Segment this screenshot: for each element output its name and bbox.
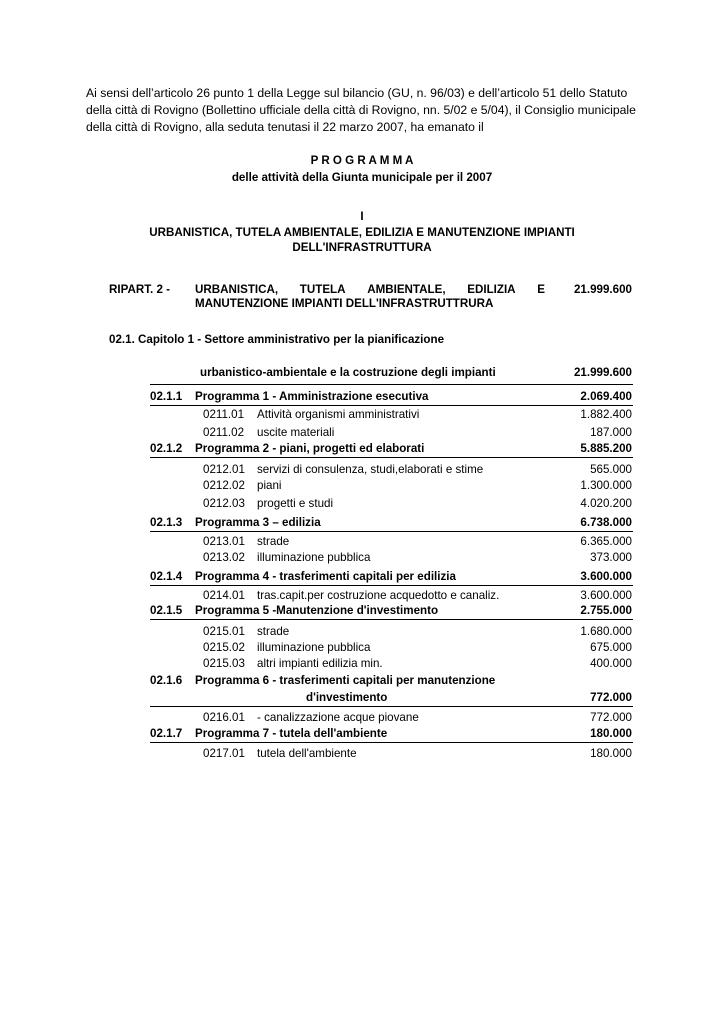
ripart-word: E (537, 283, 545, 296)
program-amount: 2.755.000 (580, 604, 632, 617)
item-code: 0215.01 (203, 625, 245, 638)
ripart-word: URBANISTICA, (195, 283, 279, 296)
item-label: tutela dell'ambiente (257, 747, 357, 760)
intro-line: della città di Rovigno, alla seduta tenutasi il 22 marzo 2007, ha emanato il (86, 120, 484, 134)
program-title: Programma 4 - trasferimenti capitali per edilizia (195, 570, 456, 583)
program-code: 02.1.3 (150, 516, 183, 529)
item-label: illuminazione pubblica (257, 641, 371, 654)
item-label: illuminazione pubblica (257, 551, 371, 564)
capitolo-title-line1: 02.1. Capitolo 1 - Settore amministrativo per la pianificazione (109, 333, 445, 346)
program-subtitle: delle attività della Giunta municipale per il 2007 (231, 171, 493, 184)
item-code: 0211.01 (203, 408, 245, 421)
item-amount: 4.020.200 (580, 497, 632, 510)
program-code: 02.1.2 (150, 442, 183, 455)
item-code: 0216.01 (203, 711, 245, 724)
item-code: 0213.01 (203, 535, 245, 548)
program-underline (150, 405, 633, 406)
program-title: Programma 7 - tutela dell'ambiente (195, 727, 388, 740)
item-code: 0215.02 (203, 641, 245, 654)
item-code: 0212.01 (203, 463, 245, 476)
item-label: servizi di consulenza, studi,elaborati e stime (257, 463, 484, 476)
program-title: Programma 1 - Amministrazione esecutiva (195, 390, 429, 403)
item-amount: 400.000 (590, 657, 632, 670)
program-underline (150, 531, 633, 532)
item-amount: 565.000 (590, 463, 632, 476)
item-code: 0212.02 (203, 479, 245, 492)
section-title-line1: URBANISTICA, TUTELA AMBIENTALE, EDILIZIA E MANUTENZIONE IMPIANTI (149, 226, 575, 239)
program-underline (150, 585, 633, 586)
program-heading: P R O G R A M M A (310, 154, 414, 167)
item-amount: 180.000 (590, 747, 632, 760)
item-amount: 6.365.000 (580, 535, 632, 548)
item-label: tras.capit.per costruzione acquedotto e canaliz. (257, 589, 500, 602)
program-amount: 180.000 (590, 727, 632, 740)
item-label: progetti e studi (257, 497, 334, 510)
program-title: Programma 3 – edilizia (195, 516, 321, 529)
ripart-word: EDILIZIA (467, 283, 516, 296)
item-amount: 675.000 (590, 641, 632, 654)
item-label: piani (257, 479, 282, 492)
ripart-code: RIPART. 2 - (109, 283, 170, 296)
ripart-title-line1 (195, 283, 545, 296)
item-label: Attività organismi amministrativi (257, 408, 420, 421)
item-code: 0213.02 (203, 551, 245, 564)
intro-line: Ai sensi dell’articolo 26 punto 1 della Legge sul bilancio (GU, n. 96/03) e dell’articolo 51 dello Statuto (86, 86, 628, 100)
item-code: 0217.01 (203, 747, 245, 760)
program-title: Programma 2 - piani, progetti ed elaborati (195, 442, 425, 455)
capitolo-amount: 21.999.600 (573, 366, 632, 379)
program-title: Programma 6 - trasferimenti capitali per manutenzione (195, 674, 496, 687)
item-amount: 373.000 (590, 551, 632, 564)
item-amount: 772.000 (590, 711, 632, 724)
item-amount: 1.680.000 (580, 625, 632, 638)
item-label: uscite materiali (257, 426, 335, 439)
capitolo-underline (150, 384, 633, 385)
item-code: 0214.01 (203, 589, 245, 602)
item-amount: 187.000 (590, 426, 632, 439)
item-code: 0211.02 (203, 426, 245, 439)
item-label: strade (257, 535, 290, 548)
program-code: 02.1.7 (150, 727, 183, 740)
program-amount: 5.885.200 (580, 442, 632, 455)
item-code: 0212.03 (203, 497, 245, 510)
capitolo-title-line2: urbanistico-ambientale e la costruzione degli impianti (200, 366, 496, 379)
item-label: strade (257, 625, 290, 638)
ripart-title-line2: MANUTENZIONE IMPIANTI DELL'INFRASTRUTTRURA (195, 297, 494, 310)
section-title-line2: DELL'INFRASTRUTTURA (292, 241, 432, 254)
program-code: 02.1.1 (150, 390, 183, 403)
intro-paragraph (86, 85, 646, 136)
section-numeral: I (360, 210, 364, 223)
program-underline (150, 742, 633, 743)
item-amount: 3.600.000 (580, 589, 632, 602)
ripart-amount: 21.999.600 (573, 283, 632, 296)
program-underline (150, 457, 633, 458)
item-amount: 1.300.000 (580, 479, 632, 492)
program-amount: 6.738.000 (580, 516, 632, 529)
ripart-word: TUTELA (299, 283, 346, 296)
ripart-word: AMBIENTALE, (367, 283, 446, 296)
item-label: altri impianti edilizia min. (257, 657, 383, 670)
program-code: 02.1.6 (150, 674, 183, 687)
program-amount: 772.000 (590, 691, 632, 704)
program-underline (150, 619, 633, 620)
program-amount: 3.600.000 (580, 570, 632, 583)
intro-line: della città di Rovigno (Bollettino ufficiale della città di Rovigno, nn. 5/02 e 5/04), il Consiglio municipale (86, 103, 636, 117)
program-underline (150, 706, 633, 707)
program-code: 02.1.4 (150, 570, 183, 583)
program-title-line2: d'investimento (306, 691, 388, 704)
item-code: 0215.03 (203, 657, 245, 670)
program-code: 02.1.5 (150, 604, 183, 617)
item-label: - canalizzazione acque piovane (257, 711, 419, 724)
program-title: Programma 5 -Manutenzione d'investimento (195, 604, 439, 617)
program-amount: 2.069.400 (580, 390, 632, 403)
item-amount: 1.882.400 (580, 408, 632, 421)
